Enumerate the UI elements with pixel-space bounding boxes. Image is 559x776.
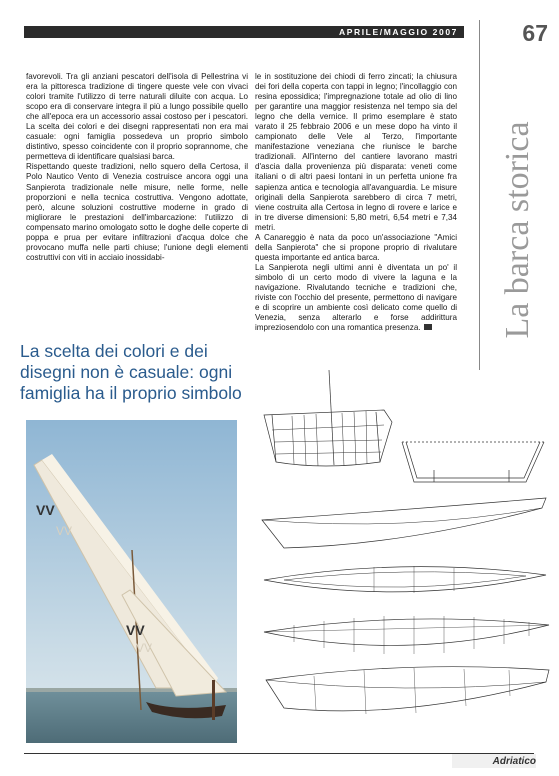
- hull-framing-drawing: [264, 616, 549, 654]
- brand-logo: Adriatico: [492, 756, 536, 767]
- sail-logo-2: VV: [126, 622, 145, 638]
- hull-elevation-drawing: [264, 370, 392, 466]
- hull-plan-drawing: [264, 566, 546, 593]
- paragraph: le in sostituzione dei chiodi di ferro zincati; la chiusura dei fori della coperta con tappi in legno; l'incollaggio con resina epossidica; l'impregnazione totale ad olio di lino per garantire una maggior resistenza nel tempo sia del legno che della vernice. Il primo esemplare è stato varato il 25 febbraio 2006 e un mese dopo ha vinto il campionato delle Vele al Terzo, l'importante manifestazione veneziana che riunisce le barche tradizionali. All'interno del cantiere lavorano mastri d'ascia dalla provenienza più disparata: veneti come italiani o di altri paesi lontani in un perfetta unione fra sapienza antica e tecnologia all'avanguardia. Le misure originali della Sanpierota sarebbero di circa 7 metri, viene costruita alla Certosa in legno di rovere e larice e in tre diverse dimensioni: 5,80 metri, 6,54 metri e 7,34 metri.: [255, 72, 457, 232]
- issue-date: APRILE/MAGGIO 2007: [338, 27, 458, 37]
- sail-logo: VV: [36, 502, 55, 518]
- boat-plans: [254, 370, 554, 745]
- paragraph-text: La Sanpierota negli ultimi anni è diventata un po' il simbolo di un certo modo di vivere la laguna e la navigazione. Rivalutando tecniche e tradizioni che, riviste con l'occhio del presente, permettono di navigare e di scoprire un ambiente così delicato come quello di Venezia, senza alterarlo e forse addirittura impreziosendolo con una romantica presenza.: [255, 262, 457, 333]
- paragraph: Rispettando queste tradizioni, nello squero della Certosa, il Polo Nautico Vento di Venezia costruisce ancora oggi una Sanpierota tradizionale nelle misure, nelle forme, nelle proporzioni e nella tecnica costruttiva. Vengono adottate, però, alcune soluzioni costruttive moderne in grado di migliorare le prestazioni dell'imbarcazione: l'utilizzo di compensato marino omologato sotto le doghe delle coperte di poppa e prua per evitare infiltrazioni d'acqua dolce che provocano muffa nelle parti chiuse; l'unione degli elementi costruttivi con viti in acciaio inossidabi-: [26, 162, 248, 262]
- hull-cross-section-drawing: [402, 442, 544, 482]
- body-column-1: [26, 72, 248, 263]
- hull-profile-drawing: [262, 498, 546, 548]
- sailboat-illustration: [26, 420, 237, 743]
- hull-section-drawing: [266, 667, 549, 714]
- body-column-2: [255, 72, 457, 333]
- end-mark-icon: [424, 324, 432, 330]
- pull-quote: La scelta dei colori e dei disegni non è casuale: ogni famiglia ha il proprio simbolo: [20, 341, 242, 403]
- boat-technical-drawings: [254, 370, 554, 745]
- sail-logo-faded: VV: [56, 524, 73, 538]
- section-rubric: [478, 80, 558, 380]
- paragraph-last: [255, 263, 457, 333]
- sailboat-photo: [26, 420, 237, 743]
- sail-logo-faded-2: VV: [136, 641, 153, 655]
- paragraph: favorevoli. Tra gli anziani pescatori dell'isola di Pellestrina vi era la pittoresca tradizione di tingere queste vele con vivaci colori tramite l'utilizzo di terre naturali diluite con acqua. Lo scopo era di conservare integra il più a lungo possibile quello che all'epoca era un accessorio assai costoso per i pescatori. La scelta dei colori e dei disegni rappresentati non era mai casuale: ogni famiglia possedeva un proprio simbolo distintivo, spesso coincidente con il proprio soprannome, che permetteva di identificare qualsiasi barca.: [26, 72, 248, 162]
- page-number: 67: [522, 20, 548, 46]
- section-title: La barca storica: [499, 121, 536, 339]
- paragraph: A Canareggio è nata da poco un'associazione "Amici della Sanpierota" che si propone proprio di rivalutare questa importante ed antica barca.: [255, 232, 457, 262]
